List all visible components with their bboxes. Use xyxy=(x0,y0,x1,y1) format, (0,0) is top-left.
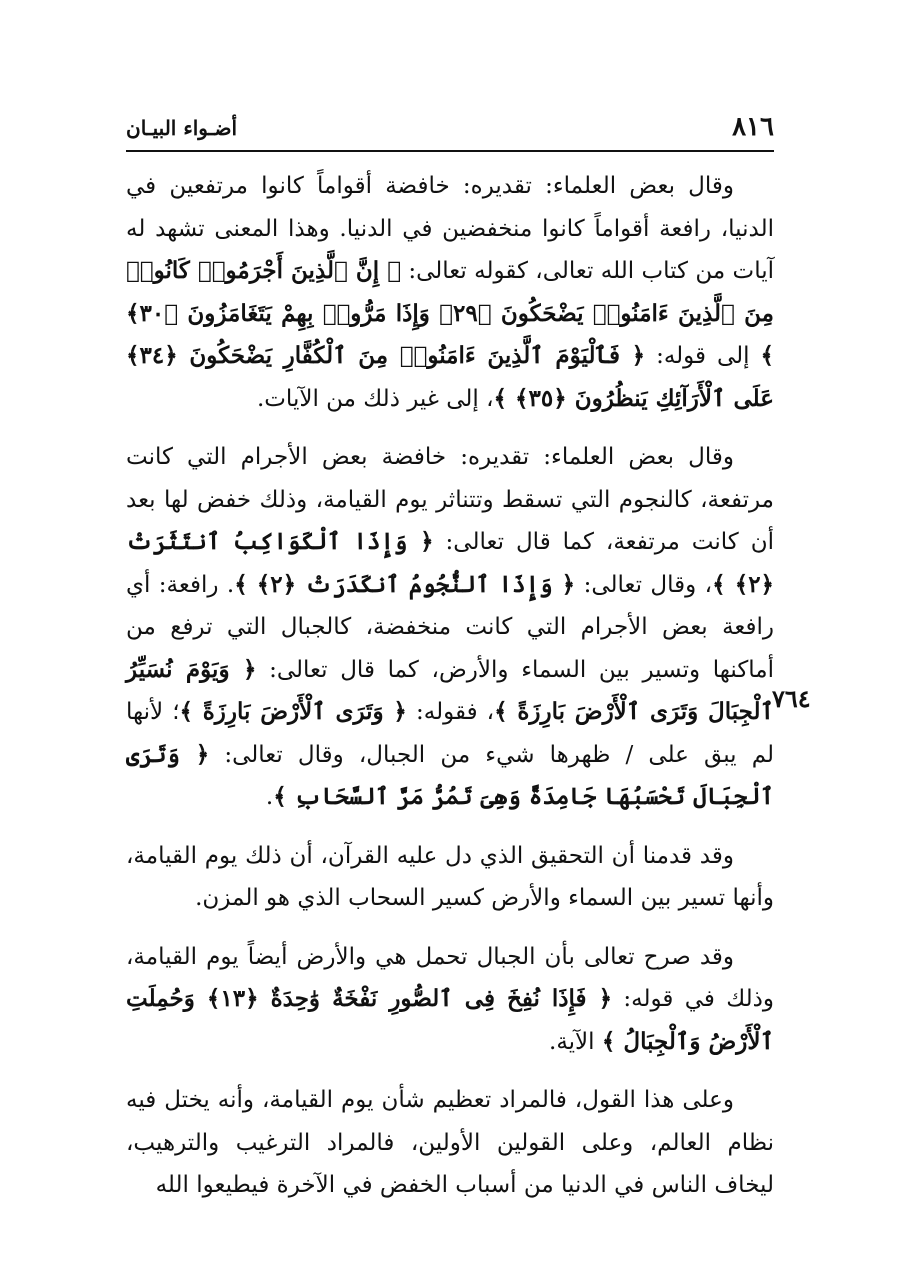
paragraph-1 xyxy=(126,165,774,420)
paragraph-text: وقد صرح تعالى بأن الجبال تحمل هي والأرض أيضاً يوم القيامة، وذلك في قوله: xyxy=(126,943,774,1012)
paragraph-text: وعلى هذا القول، فالمراد تعظيم شأن يوم القيامة، وأنه يختل فيه نظام العالم، وعلى القولين الأولين، فالمراد الترغيب والترهيب، ليخاف الناس في الدنيا من أسباب الخفض في الآخرة فيطيعوا الله xyxy=(126,1087,774,1198)
paragraph-4 xyxy=(126,936,774,1064)
quran-verse: ﴿ فَٱلْيَوْمَ ٱلَّذِينَ ءَامَنُوا۟ مِنَ ٱلْكُفَّارِ يَضْحَكُونَ ﴿٣٤﴾ عَلَى ٱلْأَرَآئِكِ يَنظُرُونَ ﴿٣٥﴾ ﴾ xyxy=(126,342,774,412)
book-title: أضـواء البيـان xyxy=(126,116,238,140)
page-header xyxy=(126,110,774,150)
paragraph-text: وقال بعض العلماء: تقديره: خافضة بعض الأجرام التي كانت مرتفعة، كالنجوم التي تسقط وتتناثر يوم القيامة، وذلك خفض لها بعد أن كانت مرتفعة، كما قال تعالى: xyxy=(126,444,774,555)
paragraph-2 xyxy=(126,436,774,819)
page-number: ٨١٦ xyxy=(732,112,774,142)
paragraph-text: ، وقال تعالى: xyxy=(575,571,713,598)
body-text xyxy=(126,165,774,1223)
quran-verse: ﴿ فَإِذَا نُفِخَ فِى ٱلصُّورِ نَفْخَةٌ وَٰحِدَةٌ ﴿١٣﴾ وَحُمِلَتِ ٱلْأَرْضُ وَٱلْجِبَالُ ﴾ xyxy=(126,985,774,1055)
paragraph-text: الآية. xyxy=(549,1028,602,1055)
quran-verse: ﴿ وَيَوْمَ نُسَيِّرُ ٱلْجِبَالَ وَتَرَى ٱلْأَرْضَ بَارِزَةً ﴾ xyxy=(126,655,775,725)
paragraph-text: . رافعة: أي رافعة بعض الأجرام التي كانت منخفضة، كالجبال التي ترفع من أماكنها وتسير بين السماء والأرض، كما قال تعالى: xyxy=(126,571,774,683)
quran-verse: ﴿ وَتَرَى ٱلْأَرْضَ بَارِزَةً ﴾ xyxy=(179,698,407,725)
paragraph-text: وقد قدمنا أن التحقيق الذي دل عليه القرآن، أن ذلك يوم القيامة، وأنها تسير بين السماء والأرض كسير السحاب الذي هو المزن. xyxy=(126,842,774,911)
paragraph-text: وقال بعض العلماء: تقديره: خافضة أقواماً كانوا مرتفعين في الدنيا، رافعة أقواماً كانوا منخفضين في الدنيا. وهذا المعنى تشهد له آيات من كتاب الله تعالى، كقوله تعالى: xyxy=(126,173,774,284)
header-rule xyxy=(126,150,774,152)
paragraph-3 xyxy=(126,835,774,920)
paragraph-text: . xyxy=(265,784,274,810)
paragraph-text: ، فقوله: xyxy=(406,699,495,725)
paragraph-text: ؛ لأنها لم يبق على / ظهرها شيء من الجبال، وقال تعالى: xyxy=(126,699,775,768)
quran-verse: ﴿ إِنَّ ٱلَّذِينَ أَجْرَمُوا۟ كَانُوا۟ مِنَ ٱلَّذِينَ ءَامَنُوا۟ يَضْحَكُونَ ﴿٢٩﴾ وَإِذَا مَرُّوا۟ بِهِمْ يَتَغَامَزُونَ ﴿٣٠﴾ ﴾ xyxy=(126,257,774,369)
paragraph-text: إلى قوله: xyxy=(645,343,761,369)
margin-page-reference: ٧٦٤ xyxy=(772,684,811,713)
paragraph-5 xyxy=(126,1079,774,1207)
quran-verse: ﴿ وَإِذَا ٱلْكَوَاكِبُ ٱنتَثَرَتْ ﴿٢﴾ ﴾ xyxy=(126,528,775,598)
quran-verse: ﴿ وَإِذَا ٱلنُّجُومُ ٱنكَدَرَتْ ﴿٢﴾ ﴾ xyxy=(234,570,576,598)
quran-verse: ﴿ وَتَرَى ٱلْجِبَالَ تَحْسَبُهَا جَامِدَةً وَهِىَ تَمُرُّ مَرَّ ٱلسَّحَابِ ﴾ xyxy=(126,740,774,810)
paragraph-text: ، إلى غير ذلك من الآيات. xyxy=(256,385,494,412)
